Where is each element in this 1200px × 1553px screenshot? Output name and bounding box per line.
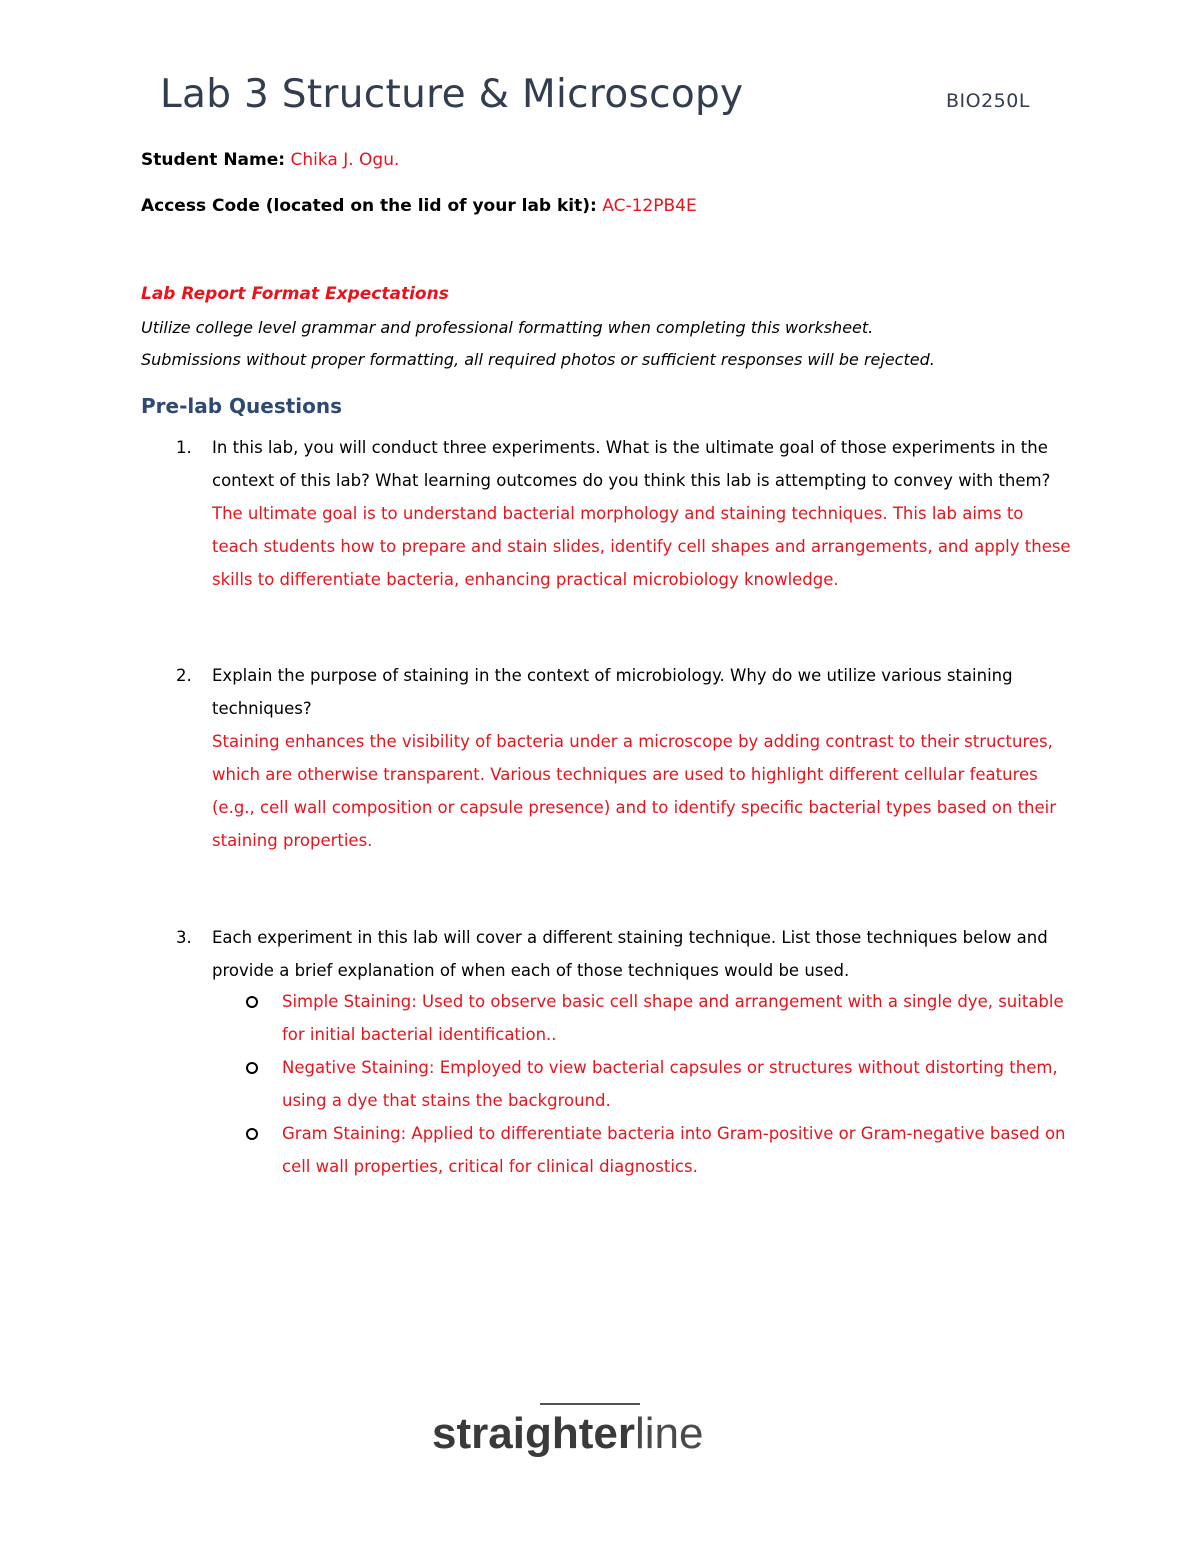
circle-bullet-icon [246, 1062, 258, 1074]
logo-bold: straighter [432, 1409, 635, 1458]
student-name-label: Student Name: [141, 150, 286, 170]
question-text: Explain the purpose of staining in the context of microbiology. Why do we utilize various staining techniques? [212, 666, 1013, 718]
access-code-label: Access Code (located on the lid of your lab kit): [141, 196, 597, 216]
question-answer: The ultimate goal is to understand bacterial morphology and staining techniques. This lab aims to teach students how to prepare and stain slides, identify cell shapes and arrangements, and apply these skills to differentiate bacteria, enhancing practical microbiology knowledge. [212, 504, 1071, 589]
list-item [246, 1117, 1066, 1183]
access-code-value: AC-12PB4E [602, 196, 697, 216]
question-text: Each experiment in this lab will cover a different staining technique. List those techniques below and provide a brief explanation of when each of those techniques would be used. [212, 928, 1048, 980]
course-code: BIO250L [946, 90, 1030, 112]
question-number: 3. [176, 928, 192, 947]
question-text: In this lab, you will conduct three experiments. What is the ultimate goal of those experiments in the context of this lab? What learning outcomes do you think this lab is attempting to convey with them? [212, 438, 1051, 490]
logo-light: line [634, 1409, 704, 1458]
prelab-heading: Pre-lab Questions [141, 394, 343, 418]
format-line-2: Submissions without proper formatting, all required photos or sufficient responses will be rejected. [141, 350, 935, 369]
straighterline-logo [432, 1400, 762, 1460]
technique-gram: Gram Staining: Applied to differentiate bacteria into Gram-positive or Gram-negative based on cell wall properties, critical for clinical diagnostics. [282, 1124, 1066, 1176]
technique-list [246, 985, 1066, 1183]
format-line-1: Utilize college level grammar and professional formatting when completing this worksheet. [141, 318, 874, 337]
format-heading: Lab Report Format Expectations [141, 284, 449, 304]
svg-text:straighterline [432, 1409, 703, 1458]
question-number: 2. [176, 666, 192, 685]
circle-bullet-icon [246, 996, 258, 1008]
technique-negative: Negative Staining: Employed to view bacterial capsules or structures without distorting them, using a dye that stains the background. [282, 1058, 1058, 1110]
question-answer: Staining enhances the visibility of bacteria under a microscope by adding contrast to their structures, which are otherwise transparent. Various techniques are used to highlight different cellular features (e.g., cell wall composition or capsule presence) and to identify specific bacterial types based on their staining properties. [212, 732, 1057, 850]
page-title: Lab 3 Structure & Microscopy [160, 72, 744, 117]
list-item [246, 1051, 1066, 1117]
question-number: 1. [176, 438, 192, 457]
list-item [246, 985, 1066, 1051]
circle-bullet-icon [246, 1128, 258, 1140]
technique-simple: Simple Staining: Used to observe basic cell shape and arrangement with a single dye, suitable for initial bacterial identification.. [282, 992, 1064, 1044]
access-code-row [141, 196, 697, 216]
student-name-row [141, 150, 399, 170]
student-name-value: Chika J. Ogu. [290, 150, 400, 170]
